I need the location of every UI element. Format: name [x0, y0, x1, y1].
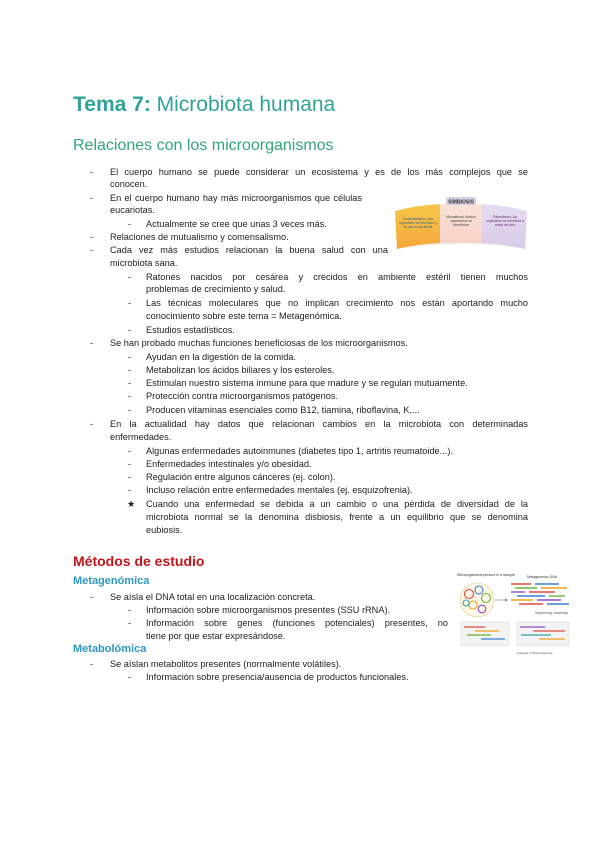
section-heading-metodos: Métodos de estudio — [73, 553, 205, 569]
list-item: - En la actualidad hay datos que relacionan cambios en la microbiota con determinadas — [90, 419, 528, 429]
list-subitem: - Información sobre genes (funciones potenciales) presentes, no — [128, 618, 448, 628]
commensalism-label: Comensalismo: Uno organismo se beneficia y el otro no se afecta — [399, 217, 437, 229]
list-item: - En el cuerpo humano hay más microorganismos que células — [90, 193, 362, 203]
star-icon: ★ — [127, 499, 136, 509]
diagram-label-analysis: Analysis of DNA fragments — [517, 651, 553, 655]
diagram-label-microorganisms: Microorganisms present in a sample — [457, 573, 515, 577]
list-subitem: - Las técnicas moleculares que no implican crecimiento nos están aportando mucho — [128, 298, 528, 308]
diagram-label-sequencing: Sequencing / assembly — [535, 611, 568, 615]
list-item: - Cada vez más estudios relacionan la buena salud con una — [90, 245, 388, 255]
mutualism-label: Mutualismo: Ambos organismos se benefician — [446, 215, 476, 227]
diagram-label-dna: Metagenomic DNA — [527, 575, 558, 579]
list-subitem-star: ★ Cuando una enfermedad se debida a un cambio o una pérdida de diversidad de la — [127, 499, 528, 509]
parasitism-label: Parasitismo: Un organismo se beneficia a costa del otro — [486, 215, 524, 227]
page-title: Tema 7: Microbiota humana — [73, 93, 336, 116]
list-subitem: - Ratones nacidos por cesárea y crecidos en ambiente estéril tienen muchos — [128, 272, 528, 282]
symbiosis-title: SIMBIOSIS — [448, 199, 474, 206]
subheading-metabolomica: Metabolómica — [73, 643, 147, 655]
list-item: - El cuerpo humano se puede considerar un ecosistema y es de los más complejos que se — [90, 167, 528, 177]
metagenomics-diagram — [455, 570, 575, 662]
subheading-metagenomica: Metagenómica — [73, 575, 150, 587]
symbiosis-diagram — [392, 195, 530, 255]
section-heading-relaciones: Relaciones con los microorganismos — [73, 137, 334, 154]
list-subitem-continuation: microbiota normal se la denomina disbiosis, frente a un equilibrio que se denomina — [146, 512, 528, 522]
